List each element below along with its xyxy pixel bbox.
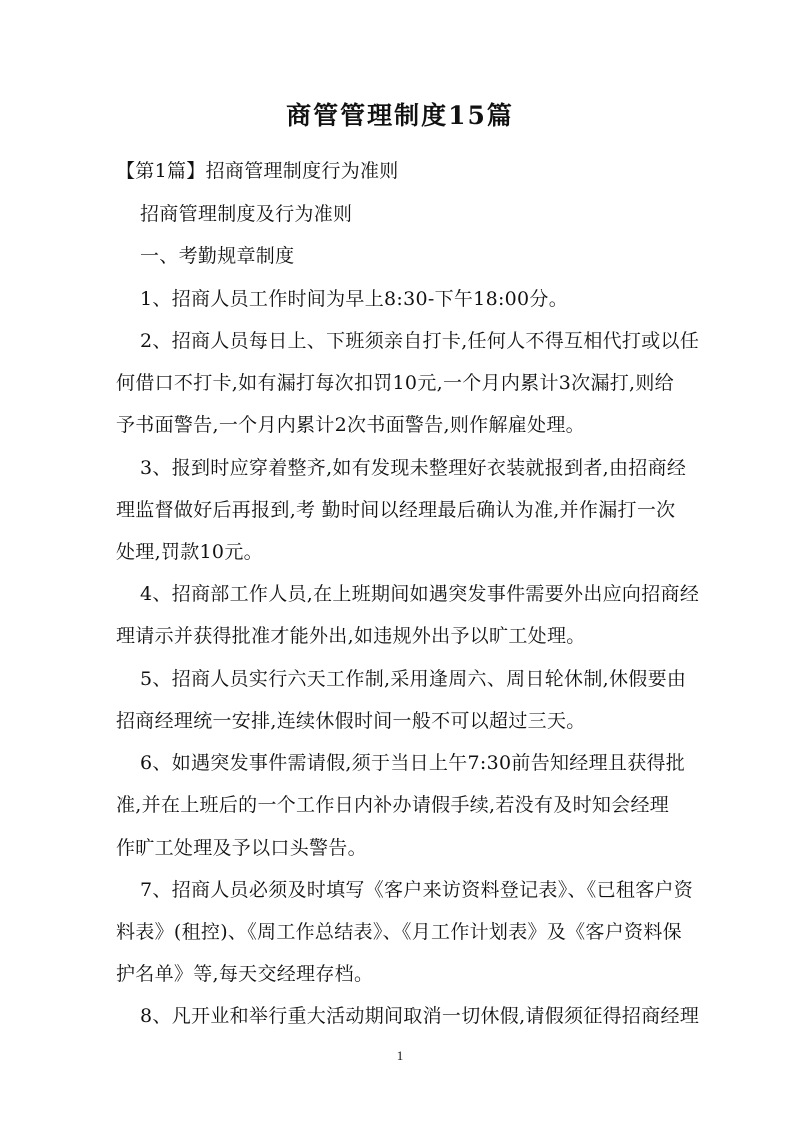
paragraph-line: 护名单》等,每天交经理存档。 xyxy=(116,963,374,985)
page-number: 1 xyxy=(396,1048,404,1063)
document-title: 商管管理制度15篇 xyxy=(286,101,514,130)
section-heading: 【第1篇】招商管理制度行为准则 xyxy=(116,160,399,182)
paragraph-line: 理请示并获得批准才能外出,如违规外出予以旷工处理。 xyxy=(116,625,586,647)
paragraph-line: 理监督做好后再报到,考 勤时间以经理最后确认为准,并作漏打一次 xyxy=(116,499,676,521)
paragraph-line: 予书面警告,一个月内累计2次书面警告,则作解雇处理。 xyxy=(116,414,585,436)
paragraph-line: 1、招商人员工作时间为早上8:30-下午18:00分。 xyxy=(140,288,569,310)
paragraph-line: 6、如遇突发事件需请假,须于当日上午7:30前告知经理且获得批 xyxy=(140,752,686,774)
paragraph-line: 3、报到时应穿着整齐,如有发现未整理好衣装就报到者,由招商经 xyxy=(140,457,687,479)
paragraph-line: 何借口不打卡,如有漏打每次扣罚10元,一个月内累计3次漏打,则给 xyxy=(116,372,674,394)
paragraph-line: 4、招商部工作人员,在上班期间如遇突发事件需要外出应向招商经 xyxy=(140,583,700,605)
paragraph-line: 5、招商人员实行六天工作制,采用逢周六、周日轮休制,休假要由 xyxy=(140,668,687,690)
chapter-heading: 一、考勤规章制度 xyxy=(140,245,295,267)
paragraph-line: 7、招商人员必须及时填写《客户来访资料登记表》、《已租客户资 xyxy=(140,879,694,901)
paragraph-line: 料表》(租控)、《周工作总结表》、《月工作计划表》及《客户资料保 xyxy=(116,921,682,943)
paragraph-line: 处理,罚款10元。 xyxy=(116,541,263,563)
paragraph-line: 8、凡开业和举行重大活动期间取消一切休假,请假须征得招商经理 xyxy=(140,1005,700,1027)
paragraph-line: 2、招商人员每日上、下班须亲自打卡,任何人不得互相代打或以任 xyxy=(140,330,700,352)
paragraph-line: 准,并在上班后的一个工作日内补办请假手续,若没有及时知会经理 xyxy=(116,794,670,816)
paragraph-line: 作旷工处理及予以口头警告。 xyxy=(116,837,367,859)
paragraph-line: 招商经理统一安排,连续休假时间一般不可以超过三天。 xyxy=(116,710,586,732)
subtitle-line: 招商管理制度及行为准则 xyxy=(140,203,353,225)
